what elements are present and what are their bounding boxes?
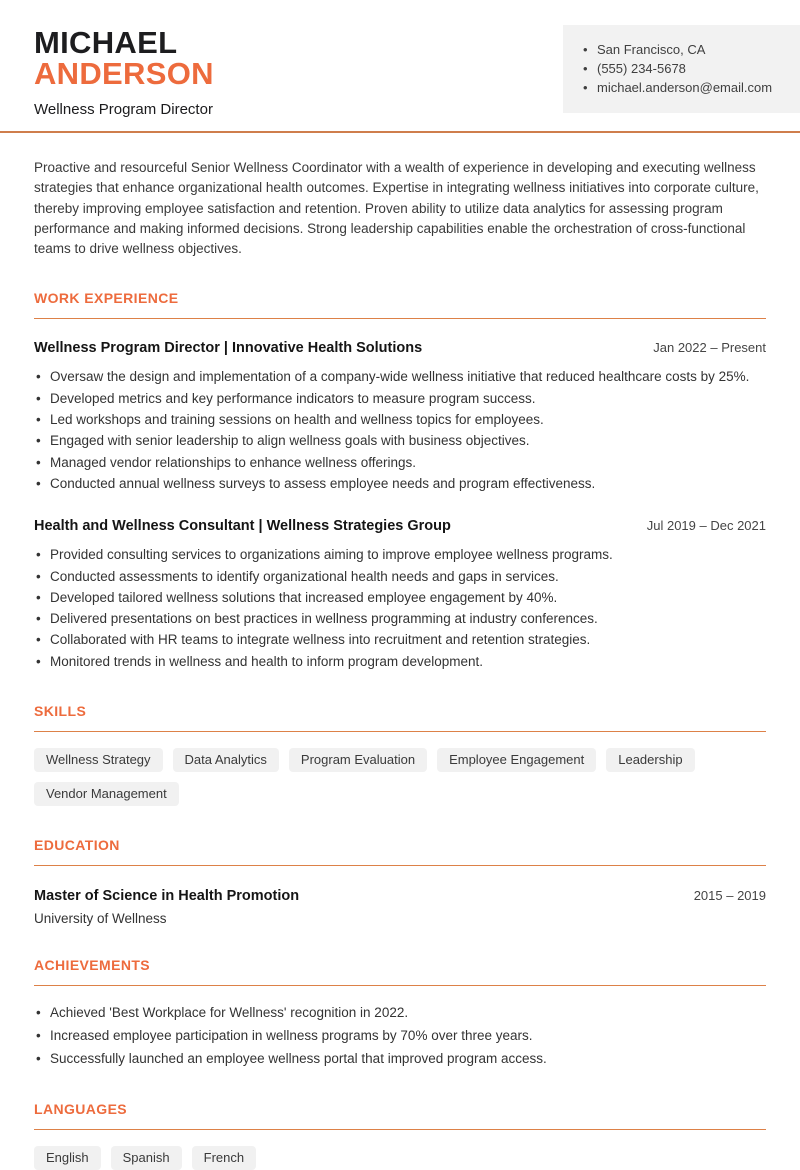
skills-pill-row	[34, 748, 766, 806]
job-bullet: • Conducted assessments to identify organizational health needs and gaps in services.	[34, 566, 766, 587]
job-title: Wellness Program Director | Innovative Health Solutions	[34, 340, 423, 357]
achievement-list	[34, 1002, 766, 1070]
section-achievements	[34, 957, 766, 1070]
summary-paragraph: Proactive and resourceful Senior Wellness Coordinator with a wealth of experience in developing and executing wellness strategies that enhance organizational health outcomes. Expertise in integrating wellness initiatives into corporate culture, thereby improving employee satisfaction and retention. Proven ability to utilize data analytics for assessing program performance and making informed decisions. Strong leadership capabilities enable the orchestration of cross-functional teams to drive wellness objectives.	[34, 160, 759, 257]
job-dates: Jan 2022 – Present	[653, 340, 766, 356]
languages-title: LANGUAGES	[34, 1101, 766, 1130]
job-title: Health and Wellness Consultant | Wellness Strategies Group	[34, 518, 451, 535]
language-pill: English	[34, 1146, 101, 1170]
skill-pill: Data Analytics	[173, 748, 279, 772]
skills-title: SKILLS	[34, 703, 766, 732]
job-entry	[34, 518, 766, 672]
skill-pill: Vendor Management	[34, 782, 179, 806]
skill-pill: Wellness Strategy	[34, 748, 163, 772]
skill-pill: Employee Engagement	[437, 748, 596, 772]
contact-location: • San Francisco, CA	[583, 43, 790, 57]
job-bullet: • Conducted annual wellness surveys to assess employee needs and program effectiveness.	[34, 473, 766, 494]
job-bullet: • Engaged with senior leadership to align wellness goals with business objectives.	[34, 430, 766, 451]
job-bullet: • Monitored trends in wellness and health to inform program development.	[34, 651, 766, 672]
contact-phone: • (555) 234-5678	[583, 62, 790, 76]
education-title: EDUCATION	[34, 837, 766, 866]
section-skills	[34, 703, 766, 806]
section-languages	[34, 1101, 766, 1170]
job-bullet: • Oversaw the design and implementation of a company-wide wellness initiative that reduced healthcare costs by 25%.	[34, 366, 766, 387]
education-entry	[34, 888, 766, 926]
languages-pill-row	[34, 1146, 766, 1170]
job-bullet-list	[34, 544, 766, 672]
contact-list	[583, 43, 790, 95]
job-bullet: • Developed metrics and key performance indicators to measure program success.	[34, 388, 766, 409]
education-dates: 2015 – 2019	[693, 888, 766, 904]
job-bullet: • Managed vendor relationships to enhance wellness offerings.	[34, 452, 766, 473]
language-pill: French	[192, 1146, 256, 1170]
achievements-title: ACHIEVEMENTS	[34, 957, 766, 986]
resume-body	[0, 158, 800, 1170]
job-bullet: • Collaborated with HR teams to integrate wellness into recruitment and retention strategies.	[34, 629, 766, 650]
job-header-row	[34, 518, 766, 534]
job-dates: Jul 2019 – Dec 2021	[646, 518, 766, 534]
job-bullet: • Led workshops and training sessions on health and wellness topics for employees.	[34, 409, 766, 430]
contact-card	[563, 25, 800, 113]
job-bullet: • Provided consulting services to organizations aiming to improve employee wellness programs.	[34, 544, 766, 565]
section-work-experience	[34, 290, 766, 672]
job-bullet: • Delivered presentations on best practices in wellness programming at industry conferences.	[34, 608, 766, 629]
skill-pill: Leadership	[606, 748, 694, 772]
job-bullet: • Developed tailored wellness solutions that increased employee engagement by 40%.	[34, 587, 766, 608]
work-experience-title: WORK EXPERIENCE	[34, 290, 766, 319]
school-name: University of Wellness	[34, 911, 167, 927]
achievement-bullet: • Achieved 'Best Workplace for Wellness' recognition in 2022.	[34, 1002, 766, 1025]
job-headline: Wellness Program Director	[34, 101, 213, 118]
last-name: ANDERSON	[34, 56, 214, 91]
achievement-bullet: • Successfully launched an employee wellness portal that improved program access.	[34, 1048, 766, 1071]
language-pill: Spanish	[111, 1146, 182, 1170]
degree-title: Master of Science in Health Promotion	[34, 888, 300, 905]
contact-email: • michael.anderson@email.com	[583, 81, 790, 95]
skill-pill: Program Evaluation	[289, 748, 427, 772]
header-divider	[0, 131, 800, 133]
job-bullet-list	[34, 366, 766, 494]
section-education	[34, 837, 766, 926]
job-header-row	[34, 340, 766, 356]
job-entry	[34, 340, 766, 494]
first-name: MICHAEL	[34, 25, 178, 60]
achievement-bullet: • Increased employee participation in wellness programs by 70% over three years.	[34, 1025, 766, 1048]
education-header-row	[34, 888, 766, 904]
resume-header	[0, 0, 800, 131]
